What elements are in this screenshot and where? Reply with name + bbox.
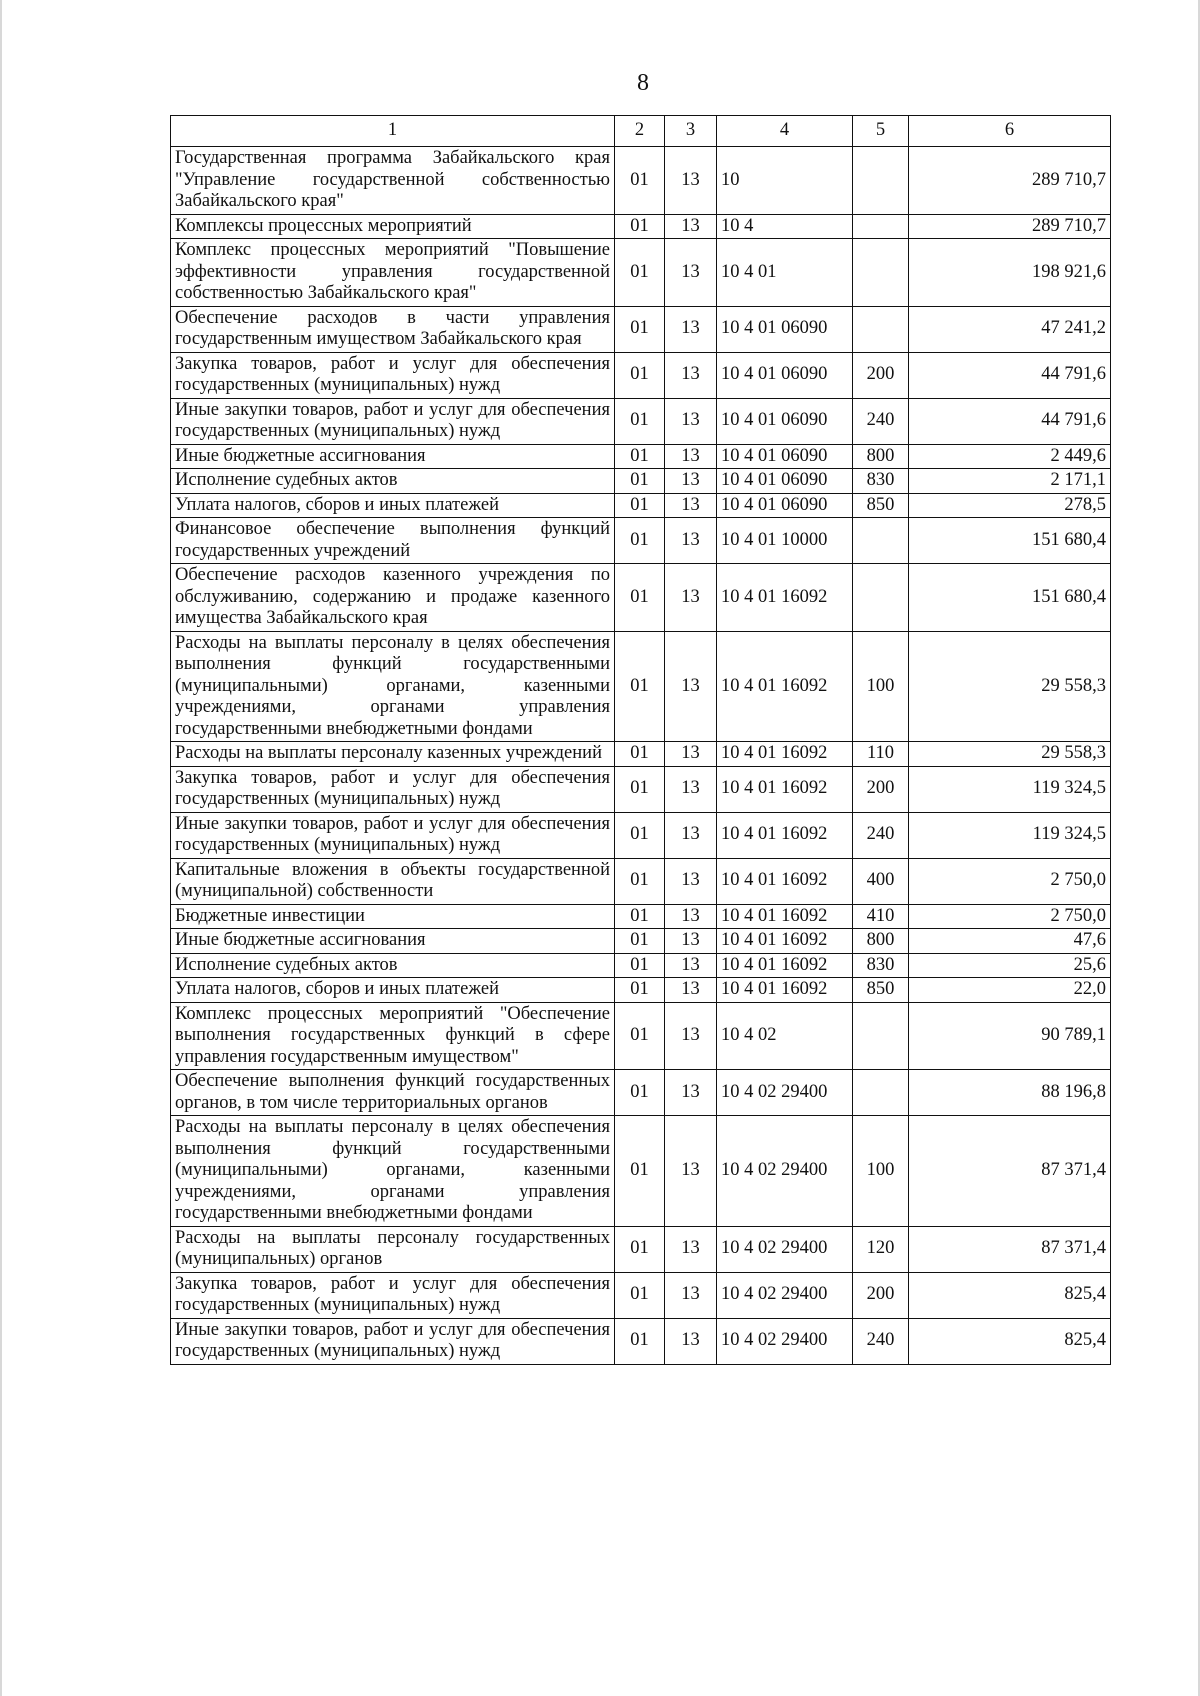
amount-cell: 22,0 <box>909 978 1111 1003</box>
section-code-cell: 01 <box>615 904 665 929</box>
target-article-code-cell: 10 4 01 06090 <box>717 444 853 469</box>
target-article-code-cell: 10 4 01 16092 <box>717 953 853 978</box>
amount-cell: 47,6 <box>909 929 1111 954</box>
amount-cell: 151 680,4 <box>909 564 1111 632</box>
row-name-cell: Иные бюджетные ассигнования <box>171 444 615 469</box>
expense-type-code-cell: 240 <box>853 398 909 444</box>
subsection-code-cell: 13 <box>665 444 717 469</box>
target-article-code-cell: 10 4 01 16092 <box>717 858 853 904</box>
row-name-cell: Комплекс процессных мероприятий "Обеспечение выполнения государственных функций в сфере управления государственным имуществом" <box>171 1002 615 1070</box>
amount-cell: 2 171,1 <box>909 469 1111 494</box>
amount-cell: 90 789,1 <box>909 1002 1111 1070</box>
table-row <box>171 1226 1111 1272</box>
subsection-code-cell: 13 <box>665 1272 717 1318</box>
subsection-code-cell: 13 <box>665 398 717 444</box>
amount-cell: 87 371,4 <box>909 1226 1111 1272</box>
row-name-cell: Бюджетные инвестиции <box>171 904 615 929</box>
table-row <box>171 147 1111 215</box>
target-article-code-cell: 10 4 01 16092 <box>717 812 853 858</box>
subsection-code-cell: 13 <box>665 214 717 239</box>
row-name-cell: Иные закупки товаров, работ и услуг для обеспечения государственных (муниципальных) нужд <box>171 398 615 444</box>
target-article-code-cell: 10 4 02 29400 <box>717 1272 853 1318</box>
section-code-cell: 01 <box>615 398 665 444</box>
expense-type-code-cell: 850 <box>853 493 909 518</box>
target-article-code-cell: 10 4 01 06090 <box>717 493 853 518</box>
section-code-cell: 01 <box>615 812 665 858</box>
section-code-cell: 01 <box>615 352 665 398</box>
section-code-cell: 01 <box>615 1116 665 1227</box>
expense-type-code-cell: 800 <box>853 929 909 954</box>
subsection-code-cell: 13 <box>665 1070 717 1116</box>
amount-cell: 29 558,3 <box>909 742 1111 767</box>
subsection-code-cell: 13 <box>665 978 717 1003</box>
row-name-cell: Комплексы процессных мероприятий <box>171 214 615 239</box>
expense-type-code-cell: 200 <box>853 1272 909 1318</box>
amount-cell: 825,4 <box>909 1272 1111 1318</box>
row-name-cell: Уплата налогов, сборов и иных платежей <box>171 978 615 1003</box>
budget-allocation-table <box>170 115 1111 1365</box>
header-col-4: 4 <box>717 116 853 147</box>
expense-type-code-cell <box>853 214 909 239</box>
target-article-code-cell: 10 4 02 29400 <box>717 1116 853 1227</box>
section-code-cell: 01 <box>615 214 665 239</box>
expense-type-code-cell: 800 <box>853 444 909 469</box>
expense-type-code-cell: 120 <box>853 1226 909 1272</box>
expense-type-code-cell: 110 <box>853 742 909 767</box>
subsection-code-cell: 13 <box>665 1318 717 1364</box>
amount-cell: 278,5 <box>909 493 1111 518</box>
row-name-cell: Капитальные вложения в объекты государственной (муниципальной) собственности <box>171 858 615 904</box>
row-name-cell: Государственная программа Забайкальского края "Управление государственной собственностью Забайкальского края" <box>171 147 615 215</box>
subsection-code-cell: 13 <box>665 904 717 929</box>
subsection-code-cell: 13 <box>665 766 717 812</box>
header-col-6: 6 <box>909 116 1111 147</box>
amount-cell: 25,6 <box>909 953 1111 978</box>
amount-cell: 44 791,6 <box>909 352 1111 398</box>
table-row <box>171 444 1111 469</box>
expense-type-code-cell: 400 <box>853 858 909 904</box>
row-name-cell: Исполнение судебных актов <box>171 953 615 978</box>
amount-cell: 151 680,4 <box>909 518 1111 564</box>
expense-type-code-cell: 410 <box>853 904 909 929</box>
target-article-code-cell: 10 4 01 16092 <box>717 904 853 929</box>
expense-type-code-cell: 200 <box>853 352 909 398</box>
table-row <box>171 564 1111 632</box>
table-row <box>171 352 1111 398</box>
row-name-cell: Иные закупки товаров, работ и услуг для обеспечения государственных (муниципальных) нужд <box>171 812 615 858</box>
row-name-cell: Исполнение судебных актов <box>171 469 615 494</box>
target-article-code-cell: 10 4 02 <box>717 1002 853 1070</box>
table-row <box>171 518 1111 564</box>
section-code-cell: 01 <box>615 766 665 812</box>
subsection-code-cell: 13 <box>665 493 717 518</box>
section-code-cell: 01 <box>615 147 665 215</box>
scan-left-edge <box>0 0 2 1696</box>
table-row <box>171 929 1111 954</box>
row-name-cell: Расходы на выплаты персоналу государственных (муниципальных) органов <box>171 1226 615 1272</box>
target-article-code-cell: 10 4 02 29400 <box>717 1070 853 1116</box>
amount-cell: 289 710,7 <box>909 147 1111 215</box>
subsection-code-cell: 13 <box>665 352 717 398</box>
target-article-code-cell: 10 4 <box>717 214 853 239</box>
subsection-code-cell: 13 <box>665 306 717 352</box>
section-code-cell: 01 <box>615 1272 665 1318</box>
amount-cell: 88 196,8 <box>909 1070 1111 1116</box>
table-row <box>171 239 1111 307</box>
row-name-cell: Обеспечение выполнения функций государственных органов, в том числе территориальных органов <box>171 1070 615 1116</box>
expense-type-code-cell <box>853 306 909 352</box>
expense-type-code-cell: 200 <box>853 766 909 812</box>
amount-cell: 289 710,7 <box>909 214 1111 239</box>
table-row <box>171 631 1111 742</box>
expense-type-code-cell <box>853 564 909 632</box>
table-row <box>171 766 1111 812</box>
row-name-cell: Закупка товаров, работ и услуг для обеспечения государственных (муниципальных) нужд <box>171 1272 615 1318</box>
subsection-code-cell: 13 <box>665 858 717 904</box>
row-name-cell: Уплата налогов, сборов и иных платежей <box>171 493 615 518</box>
section-code-cell: 01 <box>615 1070 665 1116</box>
table-row <box>171 858 1111 904</box>
section-code-cell: 01 <box>615 978 665 1003</box>
target-article-code-cell: 10 4 01 16092 <box>717 766 853 812</box>
subsection-code-cell: 13 <box>665 469 717 494</box>
expense-type-code-cell <box>853 239 909 307</box>
header-col-1: 1 <box>171 116 615 147</box>
expense-type-code-cell <box>853 147 909 215</box>
header-col-2: 2 <box>615 116 665 147</box>
subsection-code-cell: 13 <box>665 742 717 767</box>
target-article-code-cell: 10 4 01 06090 <box>717 398 853 444</box>
table-row <box>171 953 1111 978</box>
target-article-code-cell: 10 4 02 29400 <box>717 1226 853 1272</box>
section-code-cell: 01 <box>615 1318 665 1364</box>
table-row <box>171 742 1111 767</box>
subsection-code-cell: 13 <box>665 812 717 858</box>
row-name-cell: Закупка товаров, работ и услуг для обеспечения государственных (муниципальных) нужд <box>171 352 615 398</box>
target-article-code-cell: 10 4 01 06090 <box>717 306 853 352</box>
row-name-cell: Иные бюджетные ассигнования <box>171 929 615 954</box>
header-col-5: 5 <box>853 116 909 147</box>
section-code-cell: 01 <box>615 1002 665 1070</box>
section-code-cell: 01 <box>615 493 665 518</box>
target-article-code-cell: 10 4 01 <box>717 239 853 307</box>
subsection-code-cell: 13 <box>665 1226 717 1272</box>
row-name-cell: Расходы на выплаты персоналу в целях обеспечения выполнения функций государственными (муниципальными) органами, казенными учреждениями, органами управления государственными внебюджетными фондами <box>171 1116 615 1227</box>
subsection-code-cell: 13 <box>665 953 717 978</box>
amount-cell: 119 324,5 <box>909 812 1111 858</box>
target-article-code-cell: 10 4 01 16092 <box>717 929 853 954</box>
expense-type-code-cell: 240 <box>853 812 909 858</box>
row-name-cell: Обеспечение расходов казенного учреждения по обслуживанию, содержанию и продаже казенного имущества Забайкальского края <box>171 564 615 632</box>
section-code-cell: 01 <box>615 953 665 978</box>
table-row <box>171 1002 1111 1070</box>
target-article-code-cell: 10 4 01 16092 <box>717 978 853 1003</box>
amount-cell: 2 449,6 <box>909 444 1111 469</box>
table-row <box>171 469 1111 494</box>
row-name-cell: Закупка товаров, работ и услуг для обеспечения государственных (муниципальных) нужд <box>171 766 615 812</box>
target-article-code-cell: 10 <box>717 147 853 215</box>
section-code-cell: 01 <box>615 858 665 904</box>
section-code-cell: 01 <box>615 742 665 767</box>
table-row <box>171 306 1111 352</box>
target-article-code-cell: 10 4 01 16092 <box>717 742 853 767</box>
section-code-cell: 01 <box>615 239 665 307</box>
subsection-code-cell: 13 <box>665 564 717 632</box>
row-name-cell: Расходы на выплаты персоналу казенных учреждений <box>171 742 615 767</box>
table-row <box>171 812 1111 858</box>
section-code-cell: 01 <box>615 564 665 632</box>
target-article-code-cell: 10 4 02 29400 <box>717 1318 853 1364</box>
section-code-cell: 01 <box>615 1226 665 1272</box>
expense-type-code-cell: 850 <box>853 978 909 1003</box>
subsection-code-cell: 13 <box>665 239 717 307</box>
expense-type-code-cell: 830 <box>853 469 909 494</box>
row-name-cell: Расходы на выплаты персоналу в целях обеспечения выполнения функций государственными (муниципальными) органами, казенными учреждениями, органами управления государственными внебюджетными фондами <box>171 631 615 742</box>
expense-type-code-cell <box>853 1070 909 1116</box>
subsection-code-cell: 13 <box>665 929 717 954</box>
subsection-code-cell: 13 <box>665 518 717 564</box>
amount-cell: 198 921,6 <box>909 239 1111 307</box>
table-row <box>171 1272 1111 1318</box>
target-article-code-cell: 10 4 01 06090 <box>717 352 853 398</box>
subsection-code-cell: 13 <box>665 1002 717 1070</box>
amount-cell: 119 324,5 <box>909 766 1111 812</box>
subsection-code-cell: 13 <box>665 147 717 215</box>
target-article-code-cell: 10 4 01 16092 <box>717 631 853 742</box>
expense-type-code-cell: 100 <box>853 1116 909 1227</box>
row-name-cell: Комплекс процессных мероприятий "Повышение эффективности управления государственной собственностью Забайкальского края" <box>171 239 615 307</box>
table-row <box>171 493 1111 518</box>
row-name-cell: Финансовое обеспечение выполнения функций государственных учреждений <box>171 518 615 564</box>
amount-cell: 47 241,2 <box>909 306 1111 352</box>
expense-type-code-cell <box>853 1002 909 1070</box>
table-row <box>171 1070 1111 1116</box>
table-row <box>171 904 1111 929</box>
amount-cell: 2 750,0 <box>909 904 1111 929</box>
subsection-code-cell: 13 <box>665 1116 717 1227</box>
expense-type-code-cell: 240 <box>853 1318 909 1364</box>
section-code-cell: 01 <box>615 929 665 954</box>
target-article-code-cell: 10 4 01 10000 <box>717 518 853 564</box>
section-code-cell: 01 <box>615 306 665 352</box>
expense-type-code-cell: 100 <box>853 631 909 742</box>
table-row <box>171 1318 1111 1364</box>
section-code-cell: 01 <box>615 469 665 494</box>
subsection-code-cell: 13 <box>665 631 717 742</box>
table-row <box>171 1116 1111 1227</box>
amount-cell: 29 558,3 <box>909 631 1111 742</box>
table-header-row <box>171 116 1111 147</box>
row-name-cell: Обеспечение расходов в части управления государственным имуществом Забайкальского края <box>171 306 615 352</box>
section-code-cell: 01 <box>615 631 665 742</box>
table-row <box>171 398 1111 444</box>
table-body <box>171 147 1111 1365</box>
amount-cell: 2 750,0 <box>909 858 1111 904</box>
target-article-code-cell: 10 4 01 16092 <box>717 564 853 632</box>
expense-type-code-cell <box>853 518 909 564</box>
table-row <box>171 214 1111 239</box>
amount-cell: 44 791,6 <box>909 398 1111 444</box>
section-code-cell: 01 <box>615 518 665 564</box>
target-article-code-cell: 10 4 01 06090 <box>717 469 853 494</box>
amount-cell: 87 371,4 <box>909 1116 1111 1227</box>
expense-type-code-cell: 830 <box>853 953 909 978</box>
amount-cell: 825,4 <box>909 1318 1111 1364</box>
row-name-cell: Иные закупки товаров, работ и услуг для обеспечения государственных (муниципальных) нужд <box>171 1318 615 1364</box>
page-number: 8 <box>637 70 649 96</box>
table-row <box>171 978 1111 1003</box>
header-col-3: 3 <box>665 116 717 147</box>
section-code-cell: 01 <box>615 444 665 469</box>
